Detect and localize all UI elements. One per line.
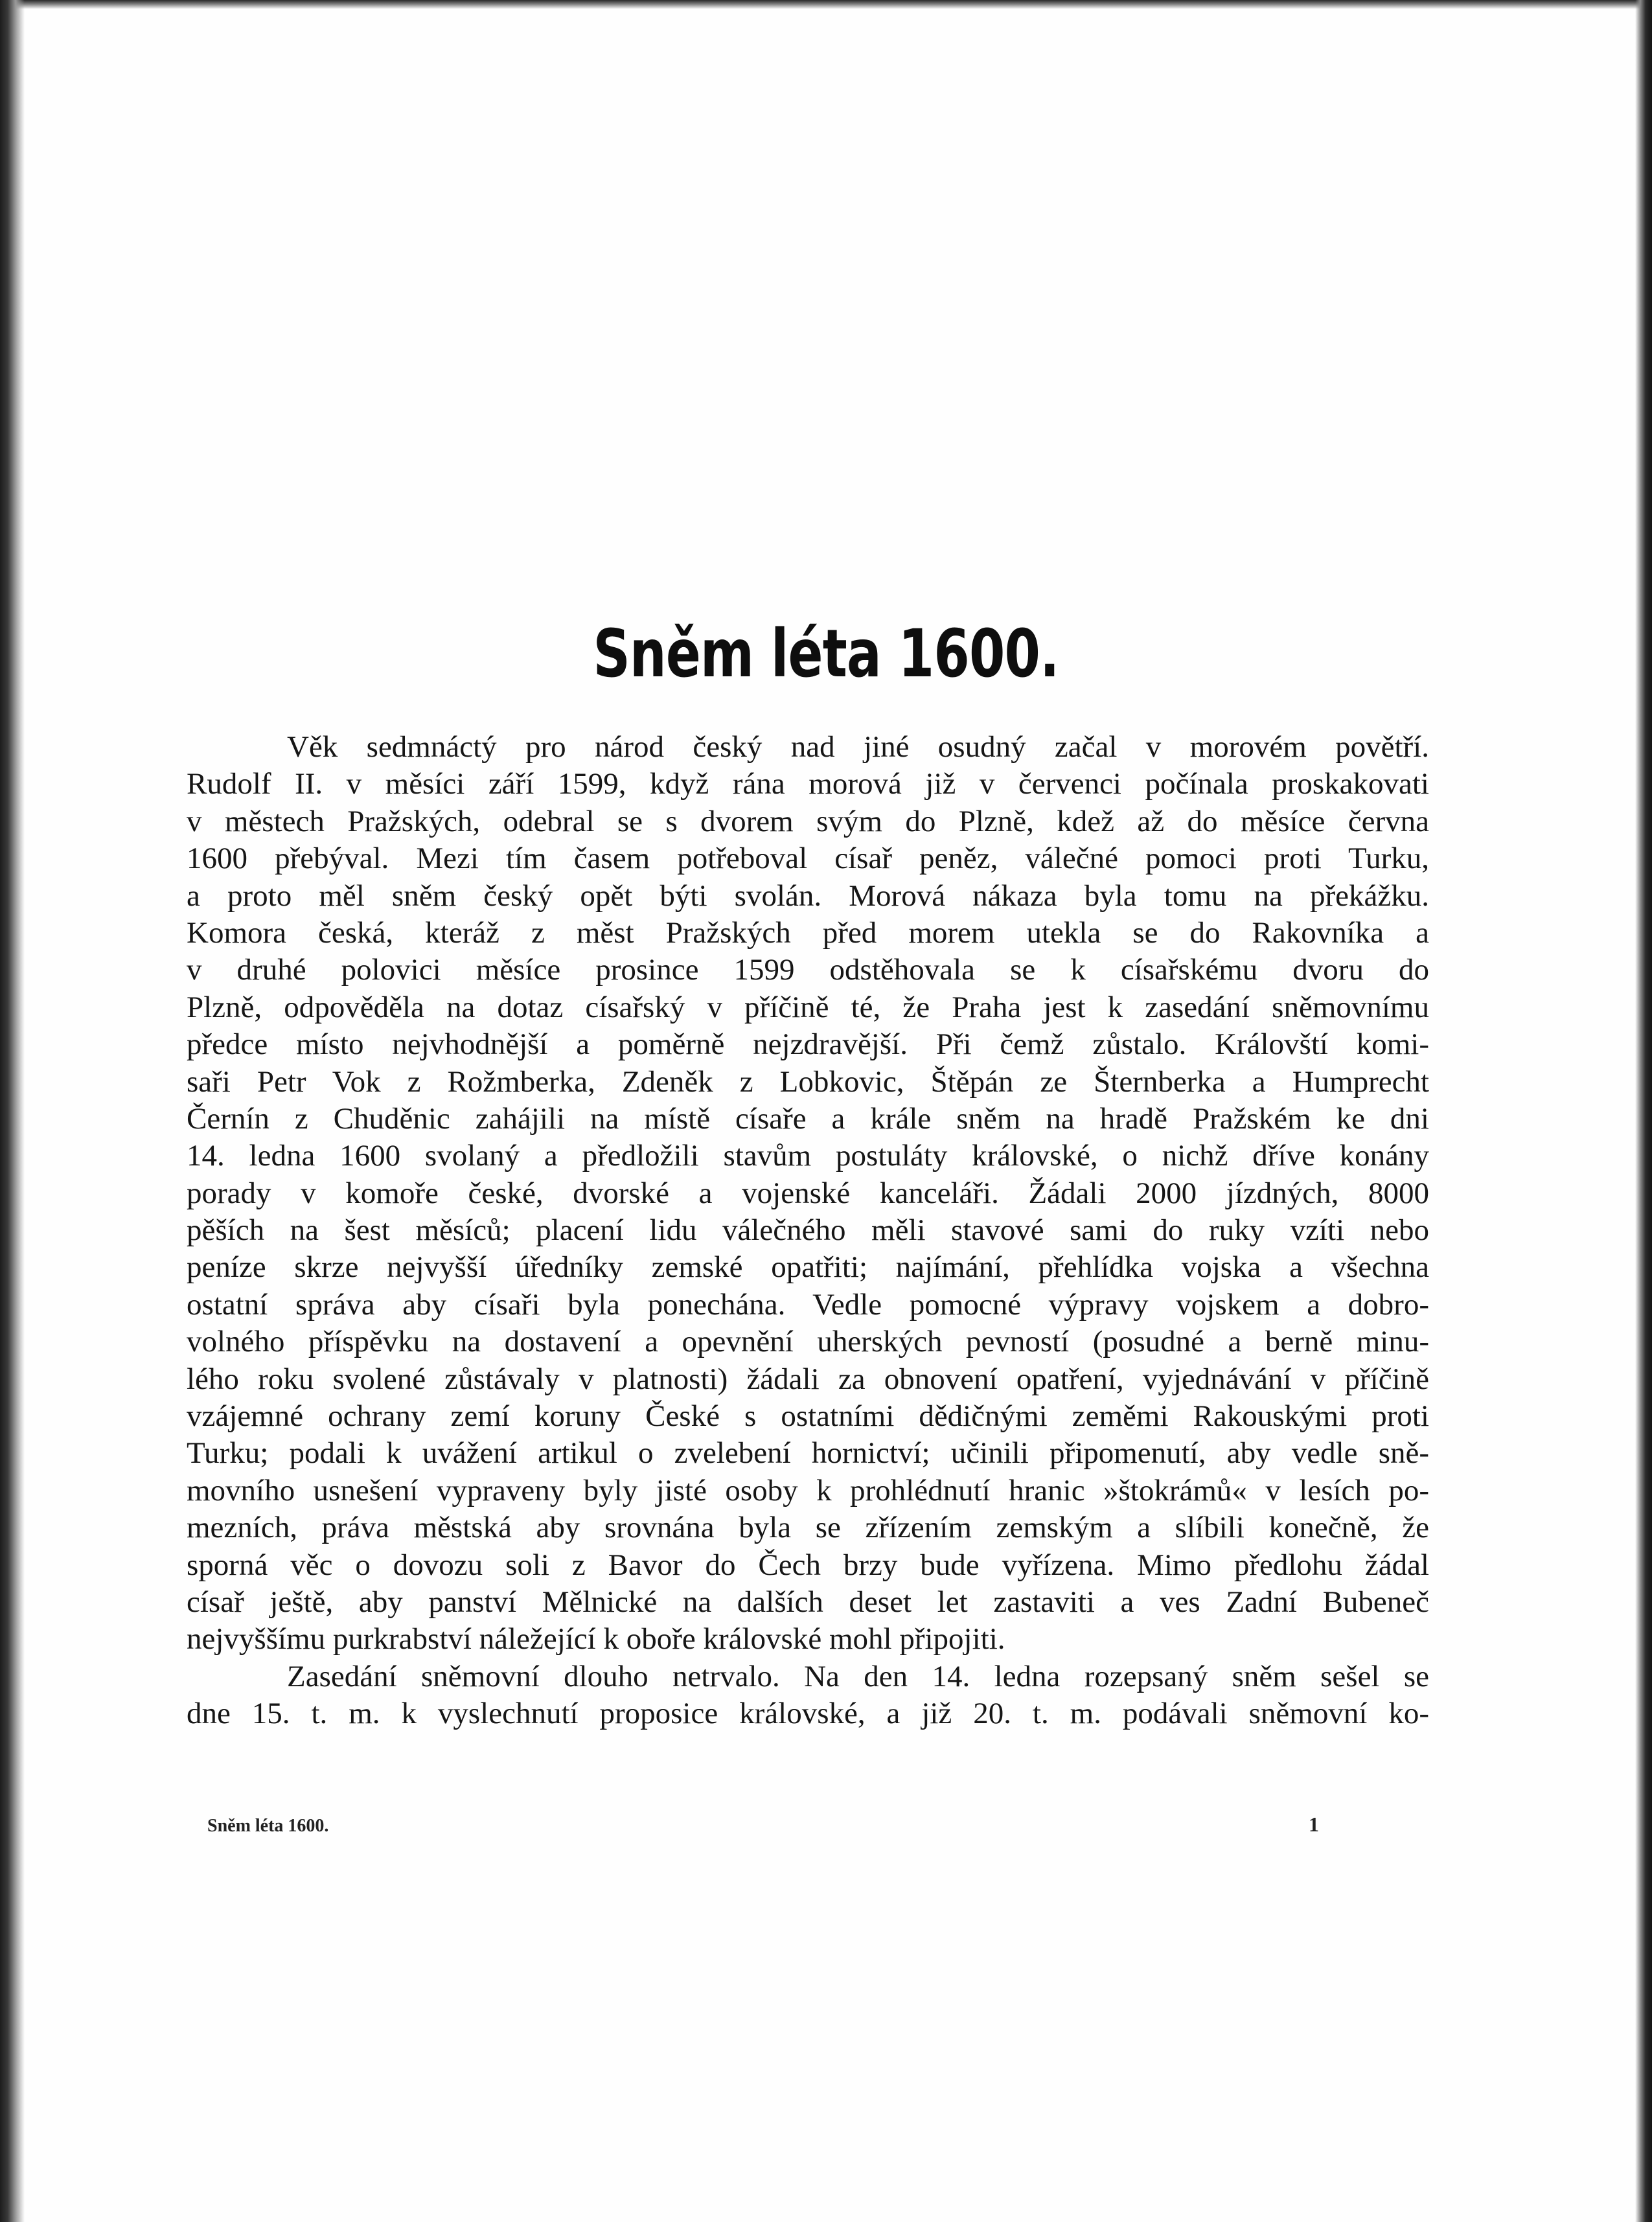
text-line: sporná věc o dovozu soli z Bavor do Čech brzy bude vyřízena. Mimo předlohu žádal [187,1548,1429,1582]
text-line: porady v komoře české, dvorské a vojenské kanceláři. Žádali 2000 jízdných, 8000 [187,1176,1429,1210]
text-line: a proto měl sněm český opět býti svolán. Morová nákaza byla tomu na překážku. [187,878,1429,913]
text-line: v městech Pražských, odebral se s dvorem svým do Plzně, kdež až do měsíce června [187,804,1429,838]
text-line: Turku; podali k uvážení artikul o zvelebení hornictví; učinili připomenutí, aby vedle sně- [187,1436,1429,1471]
text-line: předce místo nejvhodnější a poměrně nejzdravější. Při čemž zůstalo. Královští komi- [187,1027,1429,1062]
text-line: 1600 přebýval. Mezi tím časem potřeboval císař peněz, válečné pomoci proti Turku, [187,842,1429,876]
running-footer-title: Sněm léta 1600. [207,1816,329,1836]
text-line: Plzně, odpověděla na dotaz císařský v příčině té, že Praha jest k zasedání sněmovnímu [187,990,1429,1024]
page-number: 1 [1309,1813,1319,1836]
body-text [187,729,1429,1733]
text-line: ostatní správa aby císaři byla ponechána. Vedle pomocné výpravy vojskem a dobro- [187,1287,1429,1322]
text-line: v druhé polovici měsíce prosince 1599 odstěhovala se k císařskému dvoru do [187,953,1429,987]
text-line: peníze skrze nejvyšší úředníky zemské opatřiti; najímání, přehlídka vojska a všechna [187,1250,1429,1285]
page-title: Sněm léta 1600. [593,615,1059,693]
text-line: Věk sedmnáctý pro národ český nad jiné osudný začal v morovém povětří. [287,730,1429,764]
text-line: movního usnešení vypraveny byly jisté osoby k prohlédnutí hranic »štokrámů« v lesích po- [187,1473,1429,1507]
text-line: císař ještě, aby panství Mělnické na dalších deset let zastaviti a ves Zadní Bubeneč [187,1585,1429,1619]
text-line: lého roku svolené zůstávaly v platnosti) žádali za obnovení opatření, vyjednávání v příčině [187,1362,1429,1396]
text-line: Zasedání sněmovní dlouho netrvalo. Na den 14. ledna rozepsaný sněm sešel se [287,1659,1429,1693]
text-line: Rudolf II. v měsíci září 1599, když rána morová již v červenci počínala proskakovati [187,767,1429,801]
text-line: vzájemné ochrany zemí koruny České s ostatními dědičnými zeměmi Rakouskými proti [187,1399,1429,1434]
text-line: pěších na šest měsíců; placení lidu válečného měli stavové sami do ruky vzíti nebo [187,1213,1429,1248]
text-line: Černín z Chuděnic zahájili na místě císaře a krále sněm na hradě Pražském ke dni [187,1101,1429,1136]
scan-edge-top [0,0,1652,9]
text-line: Komora česká, kteráž z měst Pražských před morem utekla se do Rakovníka a [187,915,1429,950]
text-line: mezních, práva městská aby srovnána byla se zřízením zemským a slíbili konečně, že [187,1511,1429,1545]
text-line: 14. ledna 1600 svolaný a předložili stavům postuláty královské, o nichž dříve konány [187,1139,1429,1173]
text-line: nejvyššímu purkrabství náležející k oboře královské mohl připojiti. [187,1622,1005,1656]
text-line: volného příspěvku na dostavení a opevnění uherských pevností (posudné a berně minu- [187,1325,1429,1359]
scan-edge-right [1635,0,1652,2222]
text-line: dne 15. t. m. k vyslechnutí proposice královské, a již 20. t. m. podávali sněmovní ko- [187,1697,1429,1731]
scan-edge-left [0,0,25,2222]
text-line: saři Petr Vok z Rožmberka, Zdeněk z Lobkovic, Štěpán ze Šternberka a Humprecht [187,1064,1429,1099]
